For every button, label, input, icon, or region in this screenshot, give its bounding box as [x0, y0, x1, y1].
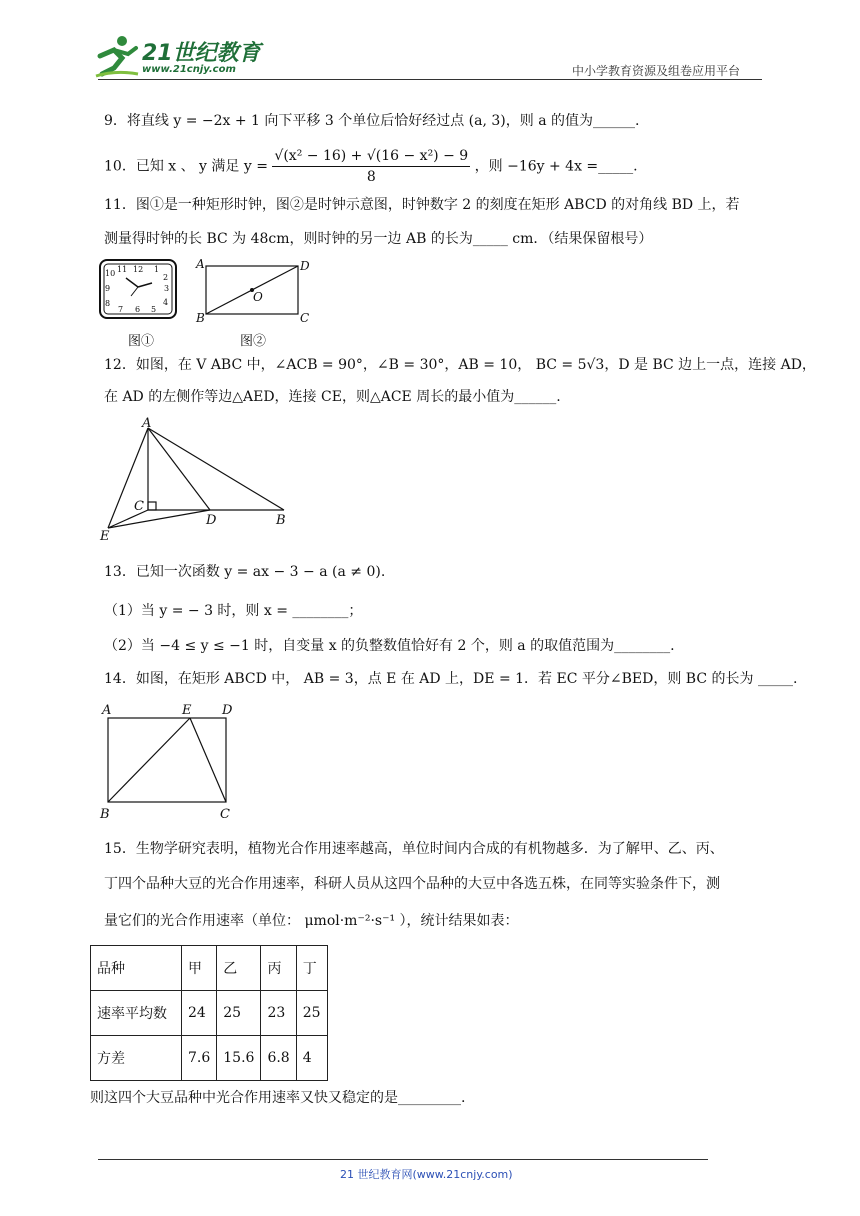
question-13-line-2: （1）当 y = − 3 时，则 x = ________；	[104, 603, 363, 619]
table-cell: 25	[217, 991, 261, 1036]
q12-triangle-diagram	[96, 414, 296, 544]
question-11-line-1: 11．图①是一种矩形时钟，图②是时钟示意图，时钟数字 2 的刻度在矩形 ABCD 的对角线 BD 上，若	[104, 197, 740, 213]
question-15-line-1: 15．生物学研究表明，植物光合作用速率越高，单位时间内合成的有机物越多．为了解甲、乙、丙、	[104, 841, 724, 857]
q14-label-d: D	[222, 703, 233, 718]
table-cell: 25	[296, 991, 327, 1036]
table-row	[91, 991, 328, 1036]
q14-label-e: E	[182, 703, 192, 718]
fig2-label-d: D	[300, 259, 310, 273]
table-header-cell: 丁	[296, 946, 327, 991]
q14-label-b: B	[100, 807, 110, 822]
question-10	[104, 146, 638, 187]
q10-prefix: 10．已知 x 、 y 满足 y =	[104, 158, 268, 175]
clock-num-12: 12	[133, 265, 144, 274]
clock-num-10: 10	[105, 269, 116, 278]
q10-suffix: ，则 −16y + 4x =_____.	[474, 158, 638, 175]
table-header-cell: 丙	[261, 946, 296, 991]
question-11-line-2: 测量得时钟的长 BC 为 48cm，则时钟的另一边 AB 的长为_____ cm．（结果保留根号）	[104, 231, 653, 247]
q12-label-b: B	[276, 513, 286, 528]
clock-num-4: 4	[163, 298, 169, 307]
runner-logo-icon	[92, 34, 140, 78]
question-14: 14．如图，在矩形 ABCD 中， AB = 3，点 E 在 AD 上，DE = 1．若 EC 平分∠BED，则 BC 的长为 _____.	[104, 671, 798, 687]
table-header-row	[91, 946, 328, 991]
question-12-line-2: 在 AD 的左侧作等边△AED，连接 CE，则△ACE 周长的最小值为______.	[104, 389, 561, 405]
clock-num-2: 2	[163, 273, 169, 282]
clock-num-1: 1	[154, 265, 160, 274]
footer-text: 21 世纪教育网(www.21cnjy.com)	[340, 1168, 513, 1181]
table-header-cell: 甲	[182, 946, 217, 991]
clock-num-5: 5	[151, 305, 157, 314]
clock-num-8: 8	[105, 299, 111, 308]
table-cell: 24	[182, 991, 217, 1036]
table-cell: 速率平均数	[91, 991, 182, 1036]
fig2-label-o: O	[253, 290, 263, 304]
q12-label-a: A	[142, 416, 152, 431]
logo-url-text: www.21cnjy.com	[142, 64, 236, 75]
table-header-cell: 品种	[91, 946, 182, 991]
table-cell: 方差	[91, 1036, 182, 1081]
table-cell: 23	[261, 991, 296, 1036]
question-15-line-2: 丁四个品种大豆的光合作用速率，科研人员从这四个品种的大豆中各选五株，在同等实验条件下，测	[104, 876, 720, 892]
table-cell: 7.6	[182, 1036, 217, 1081]
photosynthesis-table	[90, 945, 328, 1081]
table-row	[91, 1036, 328, 1081]
q12-label-c: C	[134, 499, 144, 514]
clock-num-11: 11	[117, 265, 128, 274]
header-platform-title: 中小学教育资源及组卷应用平台	[572, 64, 741, 78]
question-12-line-1: 12．如图，在 V ABC 中，∠ACB = 90°，∠B = 30°，AB = 10， BC = 5√3，D 是 BC 边上一点，连接 AD，	[104, 357, 816, 373]
q10-fraction	[272, 146, 470, 187]
table-cell: 15.6	[217, 1036, 261, 1081]
q14-label-c: C	[220, 807, 230, 822]
question-13-line-1: 13．已知一次函数 y = ax − 3 − a (a ≠ 0).	[104, 564, 386, 580]
q14-rectangle-diagram	[96, 698, 246, 822]
clock-figure	[100, 260, 176, 318]
q10-numerator: √(x² − 16) + √(16 − x²) − 9	[272, 146, 470, 167]
question-15-line-3: 量它们的光合作用速率（单位： μmol·m⁻²·s⁻¹ ），统计结果如表：	[104, 913, 519, 929]
fig1-caption: 图①	[128, 334, 155, 349]
clock-num-3: 3	[164, 284, 170, 293]
rectangle-diagram	[195, 257, 310, 325]
question-15-conclusion: 则这四个大豆品种中光合作用速率又快又稳定的是_________.	[90, 1090, 466, 1106]
header-logo	[92, 34, 262, 78]
q10-denominator: 8	[366, 169, 376, 185]
fig2-label-c: C	[300, 311, 310, 325]
fig2-label-a: A	[196, 257, 205, 271]
q12-label-e: E	[100, 529, 110, 544]
table-header-cell: 乙	[217, 946, 261, 991]
fig2-caption: 图②	[240, 334, 267, 349]
question-9: 9．将直线 y = −2x + 1 向下平移 3 个单位后恰好经过点 (a, 3)，则 a 的值为______.	[104, 113, 640, 129]
header-rule	[98, 79, 762, 80]
fig2-label-b: B	[196, 311, 205, 325]
logo-main-text: 21世纪教育	[142, 41, 261, 66]
question-13-line-3: （2）当 −4 ≤ y ≤ −1 时，自变量 x 的负整数值恰好有 2 个，则 a 的取值范围为________.	[104, 638, 675, 654]
clock-num-6: 6	[135, 305, 141, 314]
q12-label-d: D	[206, 513, 217, 528]
clock-num-7: 7	[118, 305, 124, 314]
table-cell: 6.8	[261, 1036, 296, 1081]
clock-num-9: 9	[105, 284, 111, 293]
q14-label-a: A	[102, 703, 112, 718]
table-cell: 4	[296, 1036, 327, 1081]
footer-rule	[98, 1159, 708, 1160]
